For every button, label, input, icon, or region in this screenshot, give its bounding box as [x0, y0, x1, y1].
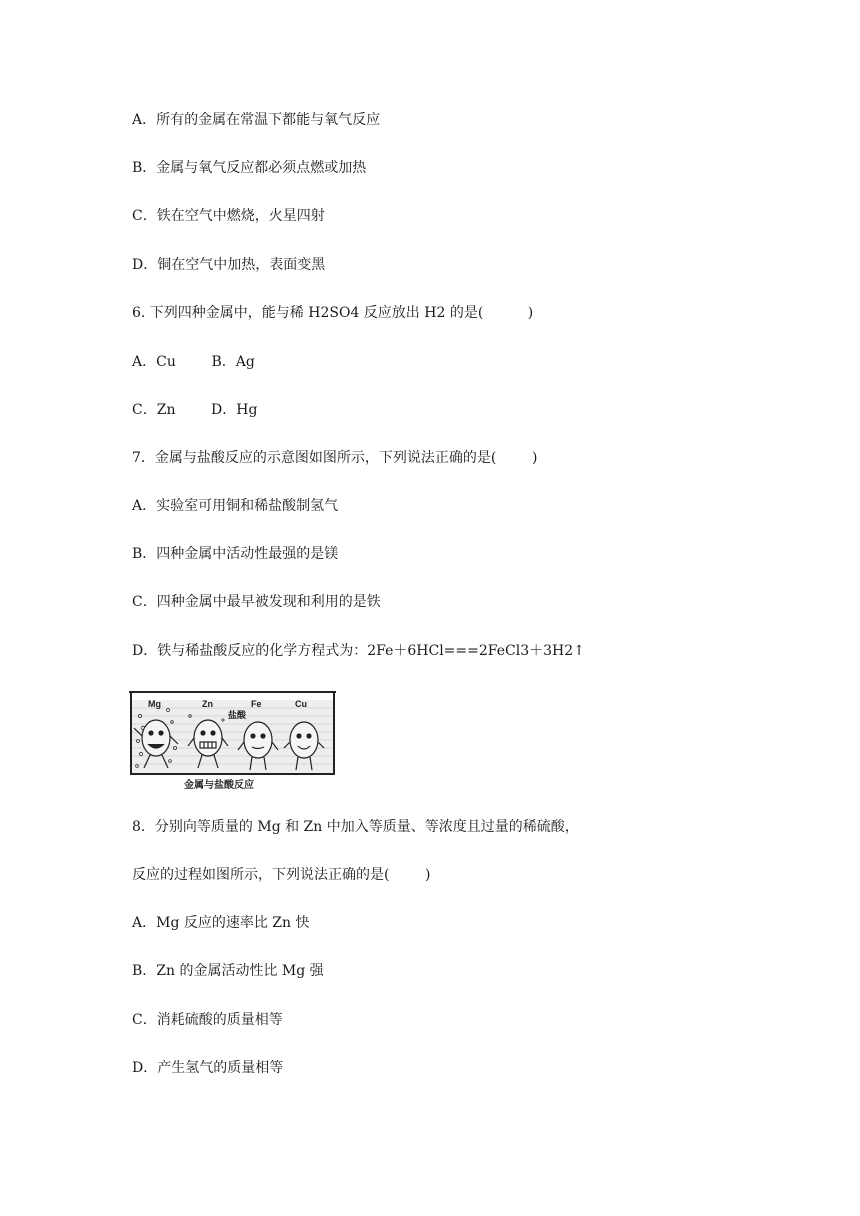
- q8-option-b: B．Zn 的金属活动性比 Mg 强: [132, 963, 324, 979]
- q6-stem: 6. 下列四种金属中，能与稀 H2SO4 反应放出 H2 的是( ): [132, 305, 534, 321]
- q5-option-c: C．铁在空气中燃烧，火星四射: [132, 208, 325, 224]
- q6-options-cd: C．Zn D．Hg: [132, 402, 258, 418]
- label-zn: Zn: [202, 699, 213, 709]
- q8-option-d: D．产生氢气的质量相等: [132, 1060, 284, 1076]
- label-cu: Cu: [295, 699, 307, 709]
- label-fe: Fe: [251, 699, 262, 709]
- q8-stem-line-2: 反应的过程如图所示，下列说法正确的是( ): [132, 867, 431, 883]
- q8-option-a: A．Mg 反应的速率比 Zn 快: [132, 915, 310, 931]
- q7-stem: 7．金属与盐酸反应的示意图如图所示，下列说法正确的是( ): [132, 450, 538, 466]
- figure-caption: 金属与盐酸反应: [184, 780, 254, 791]
- q8-option-c: C．消耗硫酸的质量相等: [132, 1012, 283, 1028]
- q8-stem-line-1: 8．分别向等质量的 Mg 和 Zn 中加入等质量、等浓度且过量的稀硫酸，: [132, 819, 579, 835]
- q6-options-ab: A．Cu B．Ag: [132, 354, 255, 370]
- metal-acid-reaction-figure: [128, 686, 338, 794]
- q7-option-a: A．实验室可用铜和稀盐酸制氢气: [132, 498, 339, 514]
- q7-option-d: D．铁与稀盐酸反应的化学方程式为：2Fe＋6HCl===2FeCl3＋3H2↑: [132, 643, 585, 659]
- q5-option-d: D．铜在空气中加热，表面变黑: [132, 257, 326, 273]
- label-mg: Mg: [148, 699, 161, 709]
- q7-option-b: B．四种金属中活动性最强的是镁: [132, 546, 339, 562]
- label-acid: 盐酸: [228, 710, 247, 720]
- q7-option-c: C．四种金属中最早被发现和利用的是铁: [132, 594, 381, 610]
- q5-option-a: A．所有的金属在常温下都能与氧气反应: [132, 112, 381, 128]
- q5-option-b: B．金属与氧气反应都必须点燃或加热: [132, 160, 367, 176]
